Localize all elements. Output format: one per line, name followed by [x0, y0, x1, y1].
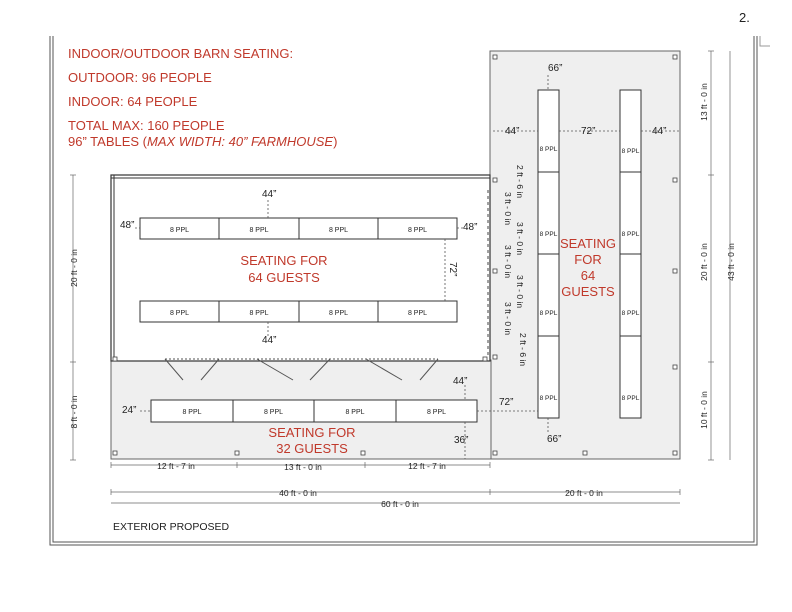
table — [151, 400, 233, 422]
table — [396, 400, 477, 422]
svg-text:8 PPL: 8 PPL — [328, 310, 349, 317]
table — [620, 254, 641, 336]
side-seating-line2: FOR — [574, 252, 602, 267]
svg-text:8 PPL: 8 PPL — [539, 231, 558, 238]
barn-floor — [111, 175, 490, 361]
svg-text:3 ft - 0 in: 3 ft - 0 in — [515, 222, 525, 256]
table — [620, 172, 641, 254]
notes-outdoor: OUTDOOR: 96 PEOPLE — [68, 70, 212, 85]
side-seating-line1: SEATING — [559, 236, 617, 251]
svg-text:44”: 44” — [262, 335, 277, 346]
svg-text:44”: 44” — [262, 189, 277, 200]
barn-seating-line2: 64 GUESTS — [248, 270, 320, 285]
svg-text:66”: 66” — [548, 63, 563, 74]
svg-text:12 ft - 7 in: 12 ft - 7 in — [157, 461, 195, 471]
svg-text:2 ft - 6 in: 2 ft - 6 in — [518, 333, 528, 367]
svg-text:8 PPL: 8 PPL — [407, 227, 428, 234]
svg-text:8 PPL: 8 PPL — [328, 227, 349, 234]
barn-seating-line1: SEATING FOR — [240, 253, 328, 268]
svg-text:8 PPL: 8 PPL — [249, 310, 269, 317]
svg-text:72”: 72” — [447, 262, 458, 277]
svg-text:8 PPL: 8 PPL — [249, 227, 269, 234]
svg-text:8 PPL: 8 PPL — [539, 146, 558, 153]
table — [233, 400, 314, 422]
table — [378, 218, 457, 239]
table — [378, 301, 457, 322]
table — [299, 218, 378, 239]
svg-text:8 PPL: 8 PPL — [169, 310, 190, 317]
caption: EXTERIOR PROPOSED — [113, 521, 230, 533]
svg-text:8 PPL: 8 PPL — [182, 409, 202, 416]
table — [219, 218, 299, 239]
svg-text:8 PPL: 8 PPL — [407, 310, 428, 317]
svg-text:8 PPL: 8 PPL — [263, 409, 284, 416]
svg-text:12 ft - 7 in: 12 ft - 7 in — [408, 461, 446, 471]
svg-text:3 ft - 0 in: 3 ft - 0 in — [503, 192, 513, 226]
svg-text:72”: 72” — [499, 397, 514, 408]
svg-text:8 PPL: 8 PPL — [621, 231, 640, 238]
notes-indoor: INDOOR: 64 PEOPLE — [68, 94, 198, 109]
svg-text:24”: 24” — [122, 405, 137, 416]
svg-text:44”: 44” — [453, 376, 468, 387]
svg-text:72”: 72” — [581, 126, 596, 137]
notes-total: TOTAL MAX: 160 PEOPLE — [68, 118, 225, 133]
svg-text:8 PPL: 8 PPL — [621, 395, 640, 402]
svg-text:8 ft - 0 in: 8 ft - 0 in — [69, 395, 79, 429]
svg-text:3 ft - 0 in: 3 ft - 0 in — [503, 302, 513, 336]
svg-text:40 ft - 0 in: 40 ft - 0 in — [279, 488, 317, 498]
svg-text:36”: 36” — [454, 435, 469, 446]
table — [314, 400, 396, 422]
svg-text:8 PPL: 8 PPL — [426, 409, 447, 416]
table — [140, 218, 219, 239]
page-number: 2. — [739, 10, 750, 25]
svg-text:13 ft - 0 in: 13 ft - 0 in — [284, 462, 322, 472]
svg-text:8 PPL: 8 PPL — [621, 148, 640, 155]
table — [538, 172, 559, 254]
svg-text:2 ft - 6 in: 2 ft - 6 in — [515, 165, 525, 199]
table — [620, 90, 641, 172]
svg-text:60 ft - 0 in: 60 ft - 0 in — [381, 499, 419, 509]
svg-text:43 ft - 0 in: 43 ft - 0 in — [726, 243, 736, 281]
svg-text:20 ft - 0 in: 20 ft - 0 in — [69, 249, 79, 287]
svg-text:8 PPL: 8 PPL — [621, 310, 640, 317]
front-seating-line2: 32 GUESTS — [276, 441, 348, 456]
front-seating-line1: SEATING FOR — [268, 425, 356, 440]
notes-tables: 96” TABLES (MAX WIDTH: 40” FARMHOUSE) — [68, 134, 338, 149]
table — [538, 90, 559, 172]
svg-text:66”: 66” — [547, 434, 562, 445]
table — [620, 336, 641, 418]
table — [538, 336, 559, 418]
svg-text:48”: 48” — [120, 220, 135, 231]
svg-text:8 PPL: 8 PPL — [345, 409, 365, 416]
side-seating-line4: GUESTS — [561, 284, 615, 299]
svg-text:10 ft - 0 in: 10 ft - 0 in — [699, 391, 709, 429]
table — [299, 301, 378, 322]
svg-text:8 PPL: 8 PPL — [169, 227, 190, 234]
svg-text:13 ft - 0 in: 13 ft - 0 in — [699, 83, 709, 121]
svg-text:20 ft - 0 in: 20 ft - 0 in — [565, 488, 603, 498]
table — [538, 254, 559, 336]
svg-text:3 ft - 0 in: 3 ft - 0 in — [515, 275, 525, 309]
svg-text:8 PPL: 8 PPL — [539, 395, 558, 402]
table — [140, 301, 219, 322]
svg-text:8 PPL: 8 PPL — [539, 310, 558, 317]
table — [219, 301, 299, 322]
side-seating-line3: 64 — [580, 268, 596, 283]
front-patio-tables — [151, 400, 477, 422]
svg-text:20 ft - 0 in: 20 ft - 0 in — [699, 243, 709, 281]
svg-text:3 ft - 0 in: 3 ft - 0 in — [503, 245, 513, 279]
svg-text:44”: 44” — [505, 126, 520, 137]
svg-text:44”: 44” — [652, 126, 667, 137]
svg-text:48”: 48” — [463, 222, 478, 233]
notes-heading: INDOOR/OUTDOOR BARN SEATING: — [68, 46, 294, 61]
